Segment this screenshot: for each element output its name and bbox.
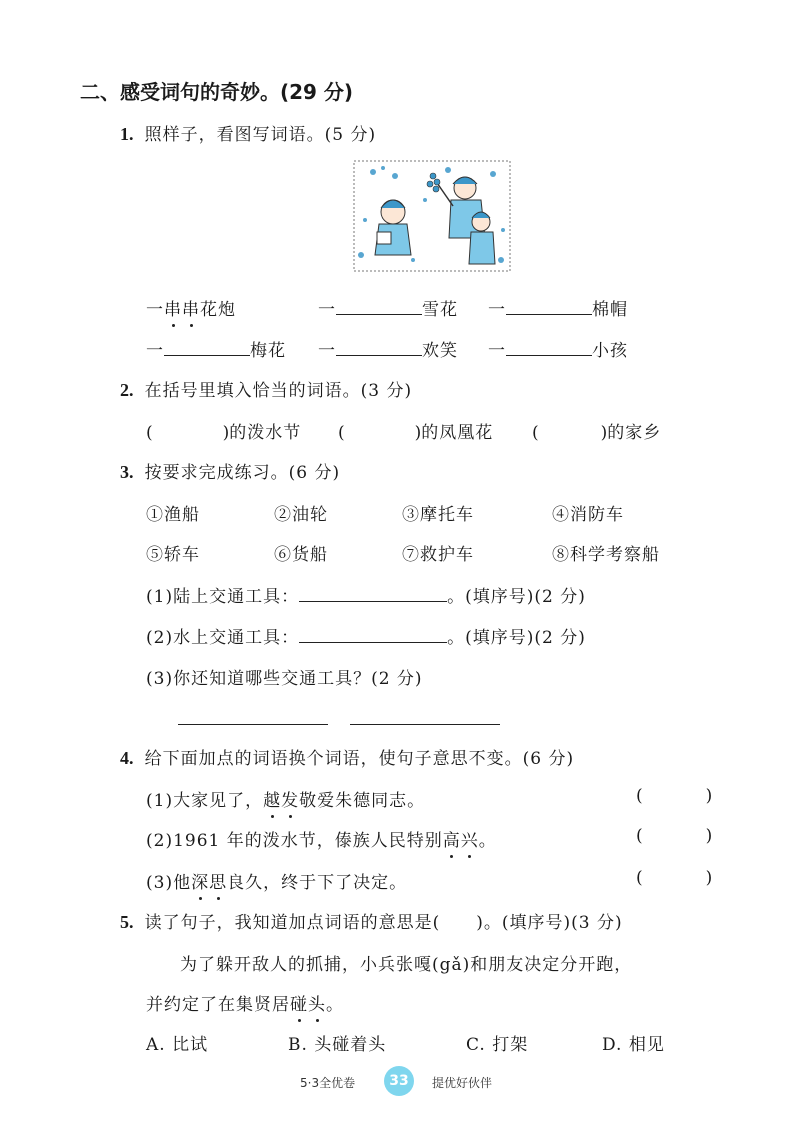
question-2-title: 在括号里填入恰当的词语。(3 分) (144, 381, 413, 401)
q3-option-3: ③摩托车 (402, 505, 474, 525)
q4-sentence-1 (146, 786, 425, 811)
illustration-svg (353, 160, 511, 272)
yi-char: 一 (318, 300, 336, 320)
question-3-number: 3. (120, 462, 134, 482)
question-3-title: 按要求完成练习。(6 分) (144, 463, 341, 483)
item-text: 的泼水节 (229, 423, 302, 443)
q1-example (146, 295, 236, 320)
q3-option-7: ⑦救护车 (402, 545, 474, 565)
question-4-number: 4. (120, 748, 134, 768)
q1-item-child (488, 336, 628, 361)
q5-choice-d[interactable]: D. 相见 (602, 1035, 665, 1055)
left-paren: ( (338, 423, 345, 443)
q3-option-6: ⑥货船 (274, 545, 328, 565)
item-word: 欢笑 (422, 341, 458, 361)
q1-item-laugh (318, 336, 458, 361)
section-title: 二、感受词句的奇妙。(29 分) (80, 80, 354, 104)
sentence-text: (3)他 (146, 873, 192, 893)
q3-option-5: ⑤轿车 (146, 545, 200, 565)
dotted-char: 碰 (290, 995, 308, 1015)
q3-option-8: ⑧科学考察船 (552, 545, 660, 565)
right-paren: ) (705, 826, 714, 846)
q5-choice-a[interactable]: A. 比试 (146, 1035, 209, 1055)
answer-blank[interactable] (506, 337, 592, 356)
sentence-text: (1)大家见了， (146, 791, 264, 811)
q3-sub-2 (146, 623, 586, 648)
q1-item-plum (146, 336, 286, 361)
left-paren: ( (532, 423, 539, 443)
question-4-header (120, 744, 574, 769)
sub-suffix: 。(填序号)(2 分) (447, 628, 586, 648)
q3-sub-1 (146, 582, 586, 607)
dotted-char: 兴 (460, 831, 479, 851)
q2-item-3 (532, 418, 661, 443)
passage-text: 。 (326, 995, 344, 1015)
snow-children-illustration (353, 160, 511, 272)
sentence-text: (2)1961 年的泼水节，傣族人民特别 (146, 831, 443, 851)
item-word: 小孩 (592, 341, 628, 361)
left-paren: ( (146, 423, 153, 443)
question-2-header (120, 376, 412, 401)
q4-answer-paren-3[interactable] (636, 868, 713, 888)
right-paren: ) (705, 868, 714, 888)
sentence-text: 敬爱朱德同志。 (299, 791, 426, 811)
answer-blank[interactable] (336, 296, 422, 315)
q2-item-1 (146, 418, 301, 443)
question-4-title: 给下面加点的词语换个词语，使句子意思不变。(6 分) (144, 749, 575, 769)
dotted-char: 思 (209, 873, 228, 893)
question-1-title: 照样子，看图写词语。(5 分) (144, 125, 377, 145)
q5-choice-b[interactable]: B. 头碰着头 (288, 1035, 387, 1055)
yi-char: 一 (488, 341, 506, 361)
question-1-header (120, 120, 376, 145)
q4-answer-paren-2[interactable] (636, 826, 713, 846)
yi-char: 一 (146, 341, 164, 361)
passage-text: 并约定了在集贤居 (146, 995, 290, 1015)
answer-line-2[interactable] (350, 724, 500, 725)
answer-blank[interactable] (336, 337, 422, 356)
item-word: 梅花 (250, 341, 286, 361)
example-dotted-char-2: 串 (182, 300, 200, 320)
question-3-header (120, 458, 340, 483)
item-text: 的家乡 (607, 423, 662, 443)
q1-item-snow (318, 295, 458, 320)
q5-choice-c[interactable]: C. 打架 (466, 1035, 529, 1055)
answer-blank[interactable] (299, 583, 447, 602)
question-1-number: 1. (120, 124, 134, 144)
question-2-number: 2. (120, 380, 134, 400)
dotted-char: 高 (442, 831, 461, 851)
right-paren: ) (600, 423, 608, 443)
question-5-number: 5. (120, 912, 134, 932)
dotted-char: 头 (308, 995, 326, 1015)
answer-blank[interactable] (299, 624, 447, 643)
dotted-char: 越 (263, 791, 282, 811)
q5-passage-line-2 (146, 990, 344, 1015)
dotted-char: 深 (191, 873, 210, 893)
q3-option-4: ④消防车 (552, 505, 624, 525)
left-paren: ( (636, 826, 644, 846)
item-word: 棉帽 (592, 300, 628, 320)
dotted-char: 发 (281, 791, 300, 811)
sub-label: (2)水上交通工具： (146, 628, 300, 648)
example-char-1: 一 (146, 300, 164, 320)
example-dotted-char-1: 串 (164, 300, 182, 320)
right-paren: ) (222, 423, 230, 443)
right-paren: ) (414, 423, 422, 443)
left-paren: ( (636, 786, 644, 806)
q3-option-1: ①渔船 (146, 505, 200, 525)
q3-option-2: ②油轮 (274, 505, 328, 525)
sub-label: (1)陆上交通工具： (146, 587, 300, 607)
answer-line-1[interactable] (178, 724, 328, 725)
q4-answer-paren-1[interactable] (636, 786, 713, 806)
question-5-title: 读了句子，我知道加点词语的意思是( )。(填序号)(3 分) (144, 913, 623, 933)
yi-char: 一 (488, 300, 506, 320)
right-paren: ) (705, 786, 714, 806)
yi-char: 一 (318, 341, 336, 361)
sentence-text: 良久，终于下了决定。 (227, 873, 408, 893)
sub-suffix: 。(填序号)(2 分) (447, 587, 586, 607)
page-number-badge: 33 (384, 1066, 414, 1096)
q3-sub-3: (3)你还知道哪些交通工具？(2 分) (146, 669, 423, 689)
left-paren: ( (636, 868, 644, 888)
footer-left: 5·3全优卷 (300, 1076, 356, 1090)
q2-item-2 (338, 418, 493, 443)
answer-blank[interactable] (164, 337, 250, 356)
footer-right: 提优好伙伴 (432, 1076, 493, 1090)
q5-passage-line-1: 为了躲开敌人的抓捕，小兵张嘎(gǎ)和朋友决定分开跑， (180, 955, 633, 975)
example-char-2: 花炮 (200, 300, 236, 320)
q1-item-cap (488, 295, 628, 320)
item-text: 的凤凰花 (421, 423, 494, 443)
q4-sentence-2 (146, 826, 497, 851)
item-word: 雪花 (422, 300, 458, 320)
sentence-text: 。 (478, 831, 497, 851)
question-5-header (120, 908, 623, 933)
answer-blank[interactable] (506, 296, 592, 315)
q4-sentence-3 (146, 868, 407, 893)
